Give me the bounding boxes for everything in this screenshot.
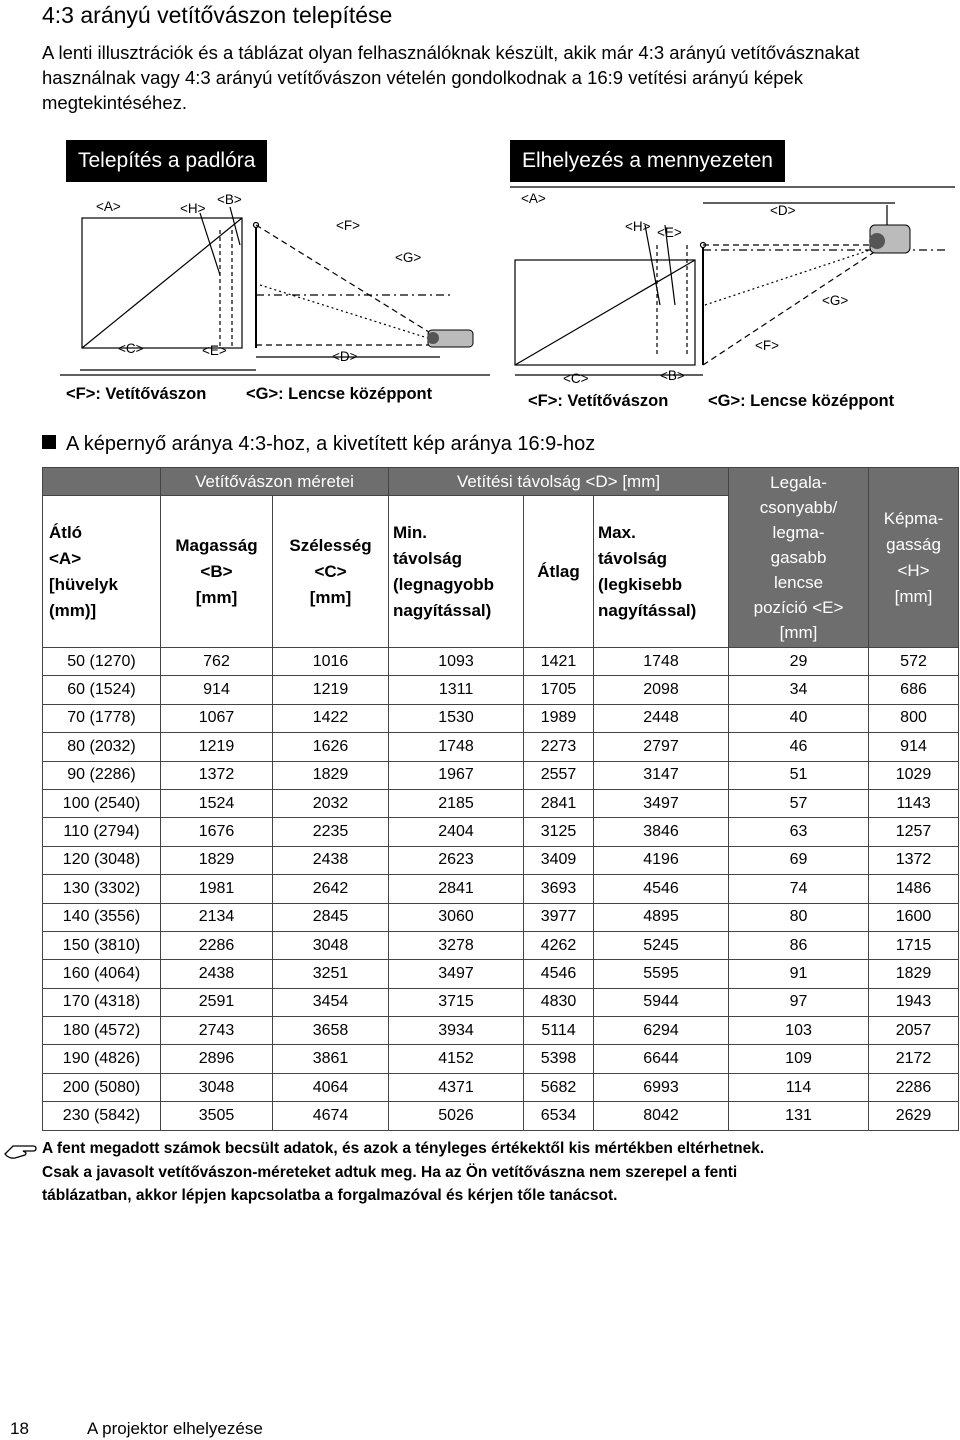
chapter-name: A projektor elhelyezése [87, 1419, 263, 1438]
screen-size-group-header: Vetítővászon méretei [161, 468, 389, 496]
table-cell: 1748 [389, 733, 524, 761]
empty-header-cell [43, 468, 161, 496]
header-line: Min. [393, 522, 428, 542]
header-line: gasság [886, 534, 941, 554]
header-line: nagyítással) [598, 600, 697, 620]
table-cell: 1967 [389, 761, 524, 789]
table-row [43, 846, 959, 874]
header-line: <B> [200, 561, 233, 581]
table-cell: 1016 [273, 648, 389, 676]
table-cell: 914 [869, 733, 959, 761]
table-body [43, 648, 959, 1131]
table-cell: 60 (1524) [43, 676, 161, 704]
ceiling-label-h: <H> [625, 219, 651, 234]
header-line: távolság [598, 548, 667, 568]
table-cell: 69 [729, 846, 869, 874]
table-row [43, 1017, 959, 1045]
ceiling-label-d: <D> [770, 203, 796, 218]
table-cell: 2448 [594, 704, 729, 732]
floor-installation-diagram [60, 185, 490, 380]
table-cell: 1829 [161, 846, 273, 874]
min-distance-header [389, 496, 524, 648]
table-cell: 150 (3810) [43, 931, 161, 959]
intro-paragraph: A lenti illusztrációk és a táblázat olyan felhasználóknak készült, akik már 4:3 arányú vetítővásznakat használnak vagy 4:3 arányú vetítővászon vételén gondolkodnak a 16:9 vetítési arányú képek megtekintéséhez. [42, 42, 860, 113]
table-cell: 170 (4318) [43, 988, 161, 1016]
table-cell: 4262 [524, 931, 594, 959]
table-cell: 2557 [524, 761, 594, 789]
table-cell: 46 [729, 733, 869, 761]
ceiling-label-b: <B> [660, 368, 685, 383]
table-row [43, 960, 959, 988]
table-cell: 200 (5080) [43, 1073, 161, 1101]
table-section-heading-text: A képernyő aránya 4:3-hoz, a kivetített kép aránya 16:9-hoz [66, 433, 596, 455]
table-cell: 110 (2794) [43, 818, 161, 846]
floor-label-b: <B> [217, 192, 242, 207]
table-cell: 2623 [389, 846, 524, 874]
table-cell: 1600 [869, 903, 959, 931]
header-line: <C> [314, 561, 347, 581]
table-cell: 131 [729, 1102, 869, 1130]
table-cell: 6993 [594, 1073, 729, 1101]
table-row [43, 704, 959, 732]
table-row [43, 903, 959, 931]
table-cell: 1093 [389, 648, 524, 676]
table-cell: 1372 [161, 761, 273, 789]
table-cell: 103 [729, 1017, 869, 1045]
average-distance-header [524, 496, 594, 648]
table-cell: 80 [729, 903, 869, 931]
table-cell: 2172 [869, 1045, 959, 1073]
ceiling-label-c: <C> [563, 371, 589, 385]
table-cell: 2185 [389, 789, 524, 817]
table-cell: 1748 [594, 648, 729, 676]
table-cell: 51 [729, 761, 869, 789]
table-cell: 3715 [389, 988, 524, 1016]
table-cell: 5682 [524, 1073, 594, 1101]
table-cell: 3497 [594, 789, 729, 817]
table-cell: 1143 [869, 789, 959, 817]
table-cell: 4196 [594, 846, 729, 874]
table-cell: 2404 [389, 818, 524, 846]
table-cell: 3505 [161, 1102, 273, 1130]
table-row [43, 648, 959, 676]
table-cell: 2134 [161, 903, 273, 931]
note-line: Csak a javasolt vetítővászon-méreteket adtuk meg. Ha az Ön vetítővászna nem szerepel a fenti [42, 1163, 738, 1181]
table-cell: 1989 [524, 704, 594, 732]
table-cell: 2896 [161, 1045, 273, 1073]
table-cell: 3251 [273, 960, 389, 988]
header-line: Átló [49, 522, 83, 542]
lens-position-header [729, 468, 869, 648]
table-cell: 2032 [273, 789, 389, 817]
table-cell: 130 (3302) [43, 875, 161, 903]
table-cell: 1029 [869, 761, 959, 789]
header-line: gasabb [770, 548, 827, 567]
table-cell: 1705 [524, 676, 594, 704]
table-cell: 5114 [524, 1017, 594, 1045]
header-line: [mm] [309, 587, 352, 607]
table-cell: 2642 [273, 875, 389, 903]
table-cell: 4674 [273, 1102, 389, 1130]
width-header [273, 496, 389, 648]
header-line: legma- [772, 523, 825, 542]
table-cell: 2743 [161, 1017, 273, 1045]
header-line: lencse [773, 573, 824, 592]
table-cell: 2841 [389, 875, 524, 903]
table-cell: 4371 [389, 1073, 524, 1101]
note-line: A fent megadott számok becsült adatok, és azok a tényleges értékektől kis mértékben eltérhetnek. [42, 1140, 765, 1157]
table-cell: 6294 [594, 1017, 729, 1045]
floor-diagonal-line [82, 218, 242, 348]
table-cell: 3060 [389, 903, 524, 931]
table-cell: 180 (4572) [43, 1017, 161, 1045]
table-cell: 3977 [524, 903, 594, 931]
header-line: [hüvelyk [49, 574, 118, 594]
note-text [42, 1137, 942, 1208]
table-cell: 1219 [161, 733, 273, 761]
page-title: 4:3 arányú vetítővászon telepítése [42, 2, 393, 28]
ceiling-label-a: <A> [521, 191, 546, 206]
table-cell: 1715 [869, 931, 959, 959]
table-cell: 1981 [161, 875, 273, 903]
image-height-header [869, 468, 959, 648]
table-cell: 1219 [273, 676, 389, 704]
table-cell: 3454 [273, 988, 389, 1016]
table-row [43, 676, 959, 704]
table-cell: 5398 [524, 1045, 594, 1073]
table-cell: 1421 [524, 648, 594, 676]
table-cell: 4830 [524, 988, 594, 1016]
ceiling-installation-diagram [505, 185, 955, 385]
table-cell: 572 [869, 648, 959, 676]
table-cell: 160 (4064) [43, 960, 161, 988]
table-cell: 1257 [869, 818, 959, 846]
header-line: (mm)] [49, 600, 97, 620]
table-row [43, 988, 959, 1016]
table-cell: 4064 [273, 1073, 389, 1101]
header-line: (legkisebb [598, 574, 683, 594]
floor-label-d: <D> [332, 349, 358, 364]
table-cell: 2286 [161, 931, 273, 959]
table-cell: 91 [729, 960, 869, 988]
header-line: nagyítással) [393, 600, 492, 620]
table-cell: 4546 [594, 875, 729, 903]
table-cell: 57 [729, 789, 869, 817]
table-cell: 6644 [594, 1045, 729, 1073]
table-cell: 90 (2286) [43, 761, 161, 789]
floor-label-h: <H> [180, 201, 206, 216]
header-line: távolság [393, 548, 462, 568]
table-cell: 4152 [389, 1045, 524, 1073]
table-cell: 5944 [594, 988, 729, 1016]
table-cell: 3934 [389, 1017, 524, 1045]
table-cell: 1943 [869, 988, 959, 1016]
table-cell: 74 [729, 875, 869, 903]
table-cell: 3658 [273, 1017, 389, 1045]
table-cell: 2629 [869, 1102, 959, 1130]
table-cell: 3147 [594, 761, 729, 789]
table-cell: 230 (5842) [43, 1102, 161, 1130]
table-cell: 1530 [389, 704, 524, 732]
table-cell: 1486 [869, 875, 959, 903]
table-cell: 114 [729, 1073, 869, 1101]
height-header [161, 496, 273, 648]
floor-label-e: <E> [202, 343, 227, 358]
table-cell: 3861 [273, 1045, 389, 1073]
table-cell: 2235 [273, 818, 389, 846]
table-cell: 1067 [161, 704, 273, 732]
distance-group-header: Vetítési távolság <D> [mm] [389, 468, 729, 496]
table-cell: 6534 [524, 1102, 594, 1130]
floor-label-g: <G> [395, 250, 422, 265]
header-line: [mm] [195, 587, 238, 607]
floor-diagram-title: Telepítés a padlóra [66, 140, 267, 182]
ceiling-diagram-title: Elhelyezés a mennyezeten [510, 140, 785, 182]
table-cell: 1524 [161, 789, 273, 817]
table-cell: 4895 [594, 903, 729, 931]
table-cell: 40 [729, 704, 869, 732]
table-cell: 1829 [869, 960, 959, 988]
table-row [43, 1073, 959, 1101]
max-distance-header [594, 496, 729, 648]
floor-caption-f: <F>: Vetítővászon [66, 385, 207, 403]
header-line: <A> [49, 548, 82, 568]
table-row [43, 1102, 959, 1130]
table-cell: 2273 [524, 733, 594, 761]
table-cell: 3693 [524, 875, 594, 903]
table-cell: 3278 [389, 931, 524, 959]
table-cell: 140 (3556) [43, 903, 161, 931]
ceiling-diagonal-line [515, 260, 695, 365]
table-row [43, 733, 959, 761]
ceiling-label-f: <F> [755, 338, 780, 353]
projection-distance-table [42, 467, 959, 1131]
table-cell: 70 (1778) [43, 704, 161, 732]
table-cell: 2057 [869, 1017, 959, 1045]
table-cell: 80 (2032) [43, 733, 161, 761]
header-line: <H> [897, 560, 930, 580]
header-line: csonyabb/ [759, 498, 838, 517]
ceiling-label-g: <G> [822, 293, 849, 308]
table-cell: 4546 [524, 960, 594, 988]
floor-label-f: <F> [336, 218, 361, 233]
table-cell: 97 [729, 988, 869, 1016]
table-row [43, 931, 959, 959]
header-line: Képma- [883, 508, 944, 528]
table-row [43, 1045, 959, 1073]
table-cell: 914 [161, 676, 273, 704]
table-cell: 34 [729, 676, 869, 704]
header-line: Max. [598, 522, 636, 542]
header-line: Szélesség [289, 535, 372, 555]
table-row [43, 761, 959, 789]
table-cell: 190 (4826) [43, 1045, 161, 1073]
table-cell: 8042 [594, 1102, 729, 1130]
table-cell: 2841 [524, 789, 594, 817]
table-cell: 2098 [594, 676, 729, 704]
floor-caption-g: <G>: Lencse középpont [246, 385, 433, 403]
header-line: [mm] [894, 586, 933, 606]
ceiling-label-e: <E> [657, 225, 682, 240]
ceiling-projector-lens [869, 233, 885, 249]
table-cell: 800 [869, 704, 959, 732]
table-cell: 2591 [161, 988, 273, 1016]
bullet-square-icon [42, 435, 56, 449]
table-cell: 5026 [389, 1102, 524, 1130]
table-cell: 63 [729, 818, 869, 846]
table-cell: 2286 [869, 1073, 959, 1101]
table-row [43, 818, 959, 846]
table-cell: 1626 [273, 733, 389, 761]
ceiling-caption-f: <F>: Vetítővászon [528, 392, 669, 410]
table-cell: 2438 [273, 846, 389, 874]
header-line: [mm] [779, 623, 818, 642]
table-cell: 1676 [161, 818, 273, 846]
table-cell: 3409 [524, 846, 594, 874]
table-cell: 3497 [389, 960, 524, 988]
floor-projector-lens [427, 332, 439, 344]
table-cell: 29 [729, 648, 869, 676]
table-cell: 1311 [389, 676, 524, 704]
table-cell: 120 (3048) [43, 846, 161, 874]
header-line: pozíció <E> [753, 598, 844, 617]
table-cell: 50 (1270) [43, 648, 161, 676]
floor-label-c: <C> [118, 341, 144, 356]
header-line: Átlag [537, 561, 580, 581]
floor-label-a: <A> [96, 199, 121, 214]
table-cell: 5245 [594, 931, 729, 959]
pointing-hand-icon [3, 1140, 39, 1160]
table-cell: 3846 [594, 818, 729, 846]
note-line: táblázatban, akkor lépjen kapcsolatba a forgalmazóval és kérjen tőle tanácsot. [42, 1187, 618, 1204]
header-line: Magasság [175, 535, 258, 555]
table-row [43, 875, 959, 903]
table-section-heading [42, 433, 595, 456]
table-cell: 1829 [273, 761, 389, 789]
table-cell: 1372 [869, 846, 959, 874]
page-number: 18 [10, 1419, 29, 1438]
table-cell: 762 [161, 648, 273, 676]
table-cell: 1422 [273, 704, 389, 732]
table-cell: 109 [729, 1045, 869, 1073]
table-cell: 3048 [273, 931, 389, 959]
table-cell: 2797 [594, 733, 729, 761]
table-cell: 100 (2540) [43, 789, 161, 817]
table-cell: 3048 [161, 1073, 273, 1101]
header-line: (legnagyobb [393, 574, 495, 594]
table-cell: 86 [729, 931, 869, 959]
table-cell: 686 [869, 676, 959, 704]
ceiling-caption-g: <G>: Lencse középpont [708, 392, 895, 410]
table-cell: 3125 [524, 818, 594, 846]
table-cell: 2845 [273, 903, 389, 931]
header-line: Legala- [770, 473, 827, 492]
diagonal-header [43, 496, 161, 648]
table-cell: 5595 [594, 960, 729, 988]
table-cell: 2438 [161, 960, 273, 988]
table-row [43, 789, 959, 817]
